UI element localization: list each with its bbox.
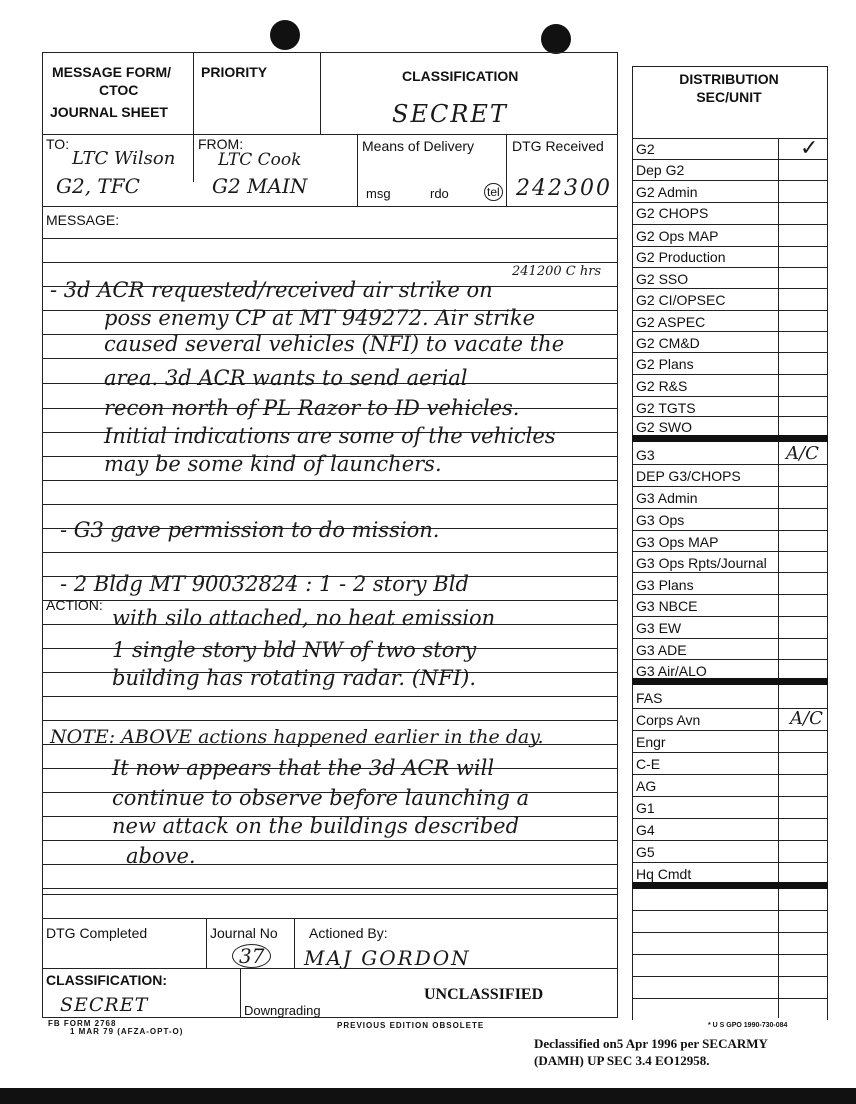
from-value-line1: LTC Cook: [218, 150, 302, 170]
from-value-line2: G2 MAIN: [212, 174, 308, 198]
priority-label: PRIORITY: [201, 64, 268, 80]
dist-item-g3: G3: [636, 447, 655, 463]
dist-item-g2-ops-map: G2 Ops MAP: [636, 228, 719, 244]
means-of-delivery-label: Means of Delivery: [362, 138, 475, 154]
dist-mark-g3: A/C: [786, 443, 819, 464]
from-label: FROM:: [198, 136, 244, 152]
dist-item-g4: G4: [636, 822, 655, 838]
dist-item-g2-swo: G2 SWO: [636, 419, 693, 435]
downgrading-label: Downgrading: [244, 1003, 321, 1018]
to-value-line1: LTC Wilson: [72, 148, 176, 169]
form-date: 1 MAR 79 (AFZA-OPT-O): [70, 1027, 184, 1036]
dist-item-ce: C-E: [636, 756, 661, 772]
journal-no-label: Journal No: [210, 925, 278, 941]
message-line: above.: [126, 844, 196, 868]
message-line: with silo attached, no heat emission: [112, 606, 496, 630]
dist-item-dep-g3-chops: DEP G3/CHOPS: [636, 468, 741, 484]
means-option-tel: tel: [484, 183, 503, 201]
dtg-received-label: DTG Received: [512, 138, 604, 154]
message-line: may be some kind of launchers.: [104, 452, 442, 476]
dist-item-fas: FAS: [636, 690, 663, 706]
dist-item-g2-rs: G2 R&S: [636, 378, 688, 394]
gpo-note: * U S GPO 1990-730-084: [708, 1022, 788, 1029]
message-line: - 3d ACR requested/received air strike on: [50, 278, 493, 302]
dist-item-g2-production: G2 Production: [636, 249, 726, 265]
dist-item-corps-avn: Corps Avn: [636, 712, 701, 728]
dist-item-g3-ops-map: G3 Ops MAP: [636, 534, 719, 550]
message-line: - 2 Bldg MT 90032824 : 1 - 2 story Bld: [60, 572, 469, 596]
dist-item-g2-chops: G2 CHOPS: [636, 205, 709, 221]
dtg-completed-label: DTG Completed: [46, 925, 148, 941]
dist-item-g2-aspec: G2 ASPEC: [636, 314, 706, 330]
dist-item-g2-plans: G2 Plans: [636, 356, 694, 372]
dist-item-g3-ops: G3 Ops: [636, 512, 685, 528]
punch-hole-left: [270, 20, 300, 50]
message-line: - G3 gave permission to do mission.: [60, 518, 440, 542]
dist-item-hq-cmdt: Hq Cmdt: [636, 866, 692, 882]
distribution-header: DISTRIBUTION SEC/UNIT: [679, 71, 779, 105]
dist-item-g2-sso: G2 SSO: [636, 271, 689, 287]
dist-item-g3-ops-rpts-journal: G3 Ops Rpts/Journal: [636, 555, 767, 571]
message-line: new attack on the buildings described: [112, 814, 520, 838]
message-line: continue to observe before launching a: [112, 786, 530, 810]
message-line: area. 3d ACR wants to send aerial: [104, 366, 468, 390]
classification-footer-value: SECRET: [60, 994, 149, 1016]
dist-item-dep-g2: Dep G2: [636, 162, 685, 178]
classification-label: CLASSIFICATION: [402, 68, 519, 84]
dist-mark-g2-check: ✓: [800, 136, 819, 161]
dist-item-g5: G5: [636, 844, 655, 860]
action-label: ACTION:: [46, 597, 103, 613]
dist-item-g2-admin: G2 Admin: [636, 184, 698, 200]
punch-hole-right: [541, 24, 571, 54]
dist-item-g1: G1: [636, 800, 655, 816]
form-number: FB FORM 2768: [48, 1019, 117, 1028]
dist-item-g3-ade: G3 ADE: [636, 642, 687, 658]
message-line: 241200 C hrs: [512, 264, 602, 279]
dist-item-g3-admin: G3 Admin: [636, 490, 698, 506]
message-line: recon north of PL Razor to ID vehicles.: [104, 396, 520, 420]
message-line: 1 single story bld NW of two story: [112, 638, 477, 662]
unclassified-stamp: UNCLASSIFIED: [424, 986, 544, 1003]
dtg-received-value: 242300: [516, 176, 612, 201]
dist-item-g3-nbce: G3 NBCE: [636, 598, 698, 614]
classification-footer-label: CLASSIFICATION:: [46, 972, 168, 988]
message-label: MESSAGE:: [46, 212, 120, 228]
dist-item-g2-ci-opsec: G2 CI/OPSEC: [636, 292, 726, 308]
message-line: NOTE: ABOVE actions happened earlier in the day.: [50, 726, 544, 748]
dist-mark-corps-avn: A/C: [790, 708, 823, 729]
classification-value: SECRET: [392, 100, 508, 128]
to-value-line2: G2, TFC: [56, 174, 140, 198]
dist-item-g3-air-alo: G3 Air/ALO: [636, 663, 707, 679]
dist-item-g2-cmd: G2 CM&D: [636, 335, 700, 351]
actioned-by-value: MAJ GORDON: [304, 946, 471, 970]
means-option-msg: msg: [366, 186, 391, 201]
dist-item-ag: AG: [636, 778, 657, 794]
actioned-by-label: Actioned By:: [309, 925, 388, 941]
dist-item-g2: G2: [636, 141, 655, 157]
declassified-line2: (DAMH) UP SEC 3.4 EO12958.: [534, 1053, 710, 1068]
message-line: caused several vehicles (NFI) to vacate the: [104, 332, 565, 356]
means-option-rdo: rdo: [430, 186, 449, 201]
previous-edition-note: PREVIOUS EDITION OBSOLETE: [337, 1021, 485, 1030]
dist-item-g2-tgts: G2 TGTS: [636, 400, 696, 416]
page-bottom-edge: [0, 1088, 856, 1104]
message-line: It now appears that the 3d ACR will: [112, 756, 495, 780]
dist-item-engr: Engr: [636, 734, 666, 750]
message-line: building has rotating radar. (NFI).: [112, 666, 477, 690]
dist-item-g3-plans: G3 Plans: [636, 577, 694, 593]
journal-no-value: 37: [232, 944, 271, 968]
to-label: TO:: [46, 136, 70, 152]
message-line: Initial indications are some of the vehicles: [104, 424, 556, 448]
dist-item-g3-ew: G3 EW: [636, 620, 682, 636]
message-line: poss enemy CP at MT 949272. Air strike: [104, 306, 536, 330]
declassified-line1: Declassified on5 Apr 1996 per SECARMY: [534, 1036, 768, 1051]
